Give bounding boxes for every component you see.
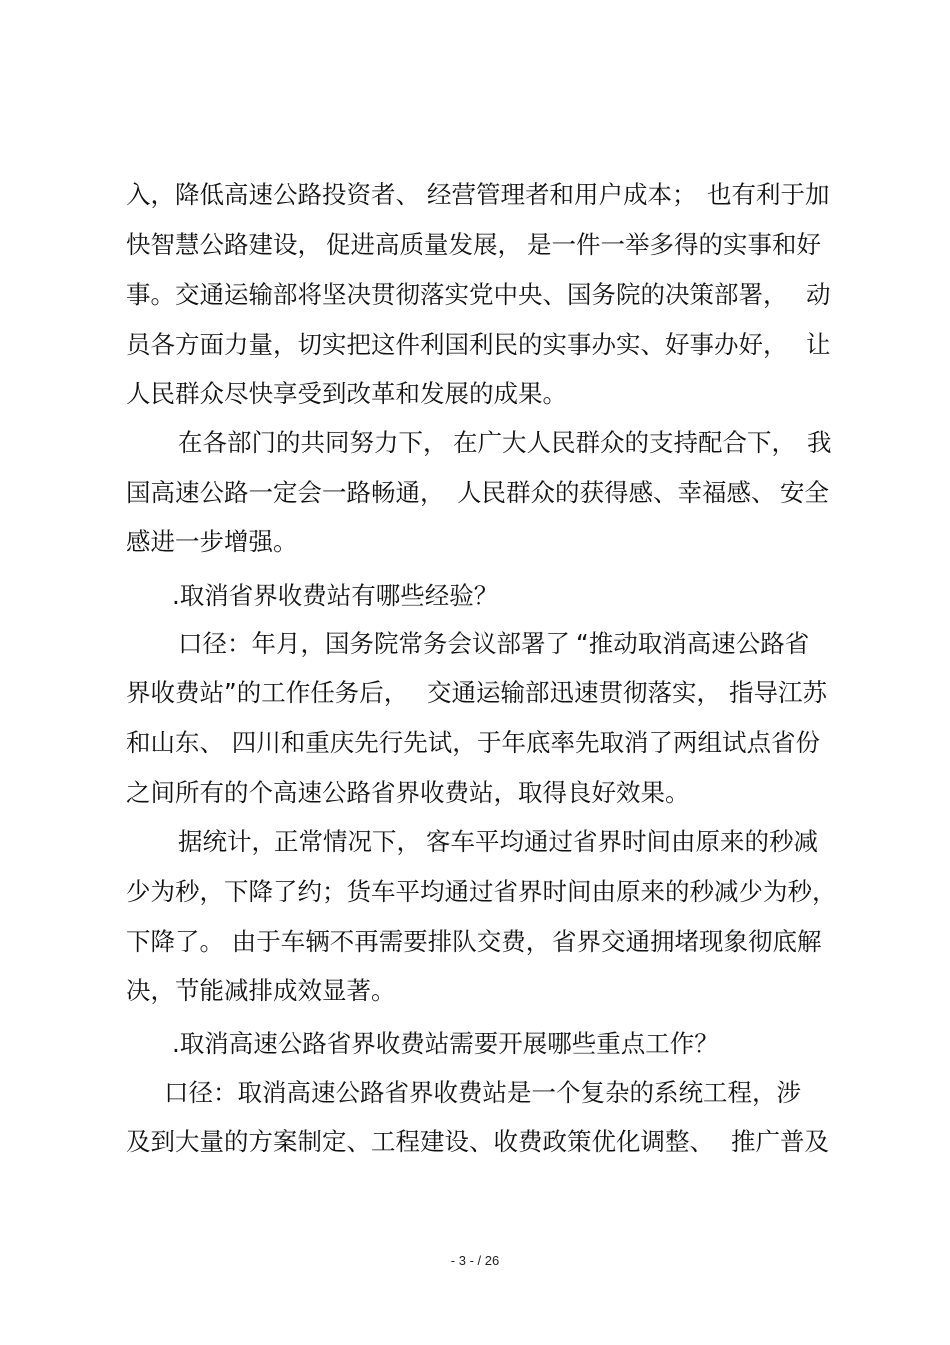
text-segment: 促进高质量发展，: [326, 230, 522, 259]
text-line: [0, 822, 950, 862]
text-line: [0, 225, 950, 265]
text-segment: 口径：年月，国务院常务会议部署了: [178, 629, 570, 658]
text-segment: 下降了。 由于车辆不再需要排队交费，: [126, 927, 551, 956]
text-segment: 决，节能减排成效显著。: [126, 976, 396, 1005]
text-segment: 指导江苏: [729, 678, 827, 707]
text-segment: 客车平均通过省界时间由原来的秒减: [426, 827, 818, 856]
text-segment: 安全: [780, 478, 829, 507]
text-line: [0, 872, 950, 912]
text-line: [0, 1073, 950, 1113]
text-segment: 口径：取消高速公路省界收费站是一个复杂的系统工程，涉: [164, 1078, 801, 1107]
text-line: [0, 773, 950, 813]
text-line: [0, 673, 950, 713]
text-segment: 正常情况下，: [274, 827, 421, 856]
text-segment: 交通运输部迅速贯彻落实，: [427, 678, 721, 707]
text-segment: 是一件一举多得的实事和好: [527, 230, 821, 259]
text-segment: 在广大人民群众的支持配合下，: [453, 428, 796, 457]
text-segment: 动: [806, 280, 831, 309]
text-segment: 人民群众的获得感、幸福感、: [457, 478, 776, 507]
text-segment: 之间所有的个高速公路省界收费站，取得良好效果。: [126, 778, 690, 807]
text-segment: 人民群众尽快享受到改革和发展的成果。: [126, 379, 567, 408]
text-segment: 也有利于加: [707, 180, 830, 209]
text-line: [0, 423, 950, 463]
text-line: [0, 922, 950, 962]
section-heading: [0, 576, 950, 616]
text-segment: 推广普及: [731, 1127, 829, 1156]
text-segment: 入，降低高速公路投资者、: [126, 180, 420, 209]
text-segment: 感进一步增强。: [126, 527, 298, 556]
text-segment: .取消高速公路省界收费站需要开展哪些重点工作？: [172, 1029, 719, 1058]
text-segment: 事。交通运输部将坚决贯彻落实党中央、国务院的决策部署，: [126, 280, 788, 309]
text-line: [0, 971, 950, 1011]
section-heading: [0, 1024, 950, 1064]
text-segment: 让: [806, 330, 831, 359]
text-line: [0, 1122, 950, 1162]
text-segment: 据统计，: [178, 827, 276, 856]
text-segment: 省界交通拥堵现象彻底解: [552, 927, 822, 956]
text-line: [0, 325, 950, 365]
text-segment: 于年底率先取消了两组试点省份: [477, 728, 820, 757]
page-number: - 3 - / 26: [450, 1253, 500, 1268]
text-segment: 界收费站”的工作任务后，: [126, 678, 409, 707]
text-segment: 员各方面力量，切实把这件利国利民的实事办实、好事办好，: [126, 330, 788, 359]
text-segment: .取消省界收费站有哪些经验？: [172, 581, 499, 610]
text-segment: 及到大量的方案制定、工程建设、收费政策优化调整、: [126, 1127, 714, 1156]
text-segment: 和山东、 四川和重庆先行先试，: [126, 728, 477, 757]
text-line: [0, 374, 950, 414]
text-line: [0, 522, 950, 562]
text-segment: 经营管理者和用户成本；: [427, 180, 697, 209]
text-line: [0, 275, 950, 315]
text-segment: 少为秒，下降了约；货车平均通过省界时间由原来的秒减少为秒，: [126, 877, 837, 906]
text-segment: 快智慧公路建设，: [126, 230, 322, 259]
text-segment: “推动取消高速公路省: [576, 629, 810, 658]
text-line: [0, 624, 950, 664]
text-line: [0, 723, 950, 763]
text-segment: 在各部门的共同努力下，: [178, 428, 448, 457]
text-segment: 国高速公路一定会一路畅通，: [126, 478, 445, 507]
text-line: [0, 175, 950, 215]
text-line: [0, 473, 950, 513]
text-segment: 我: [807, 428, 832, 457]
